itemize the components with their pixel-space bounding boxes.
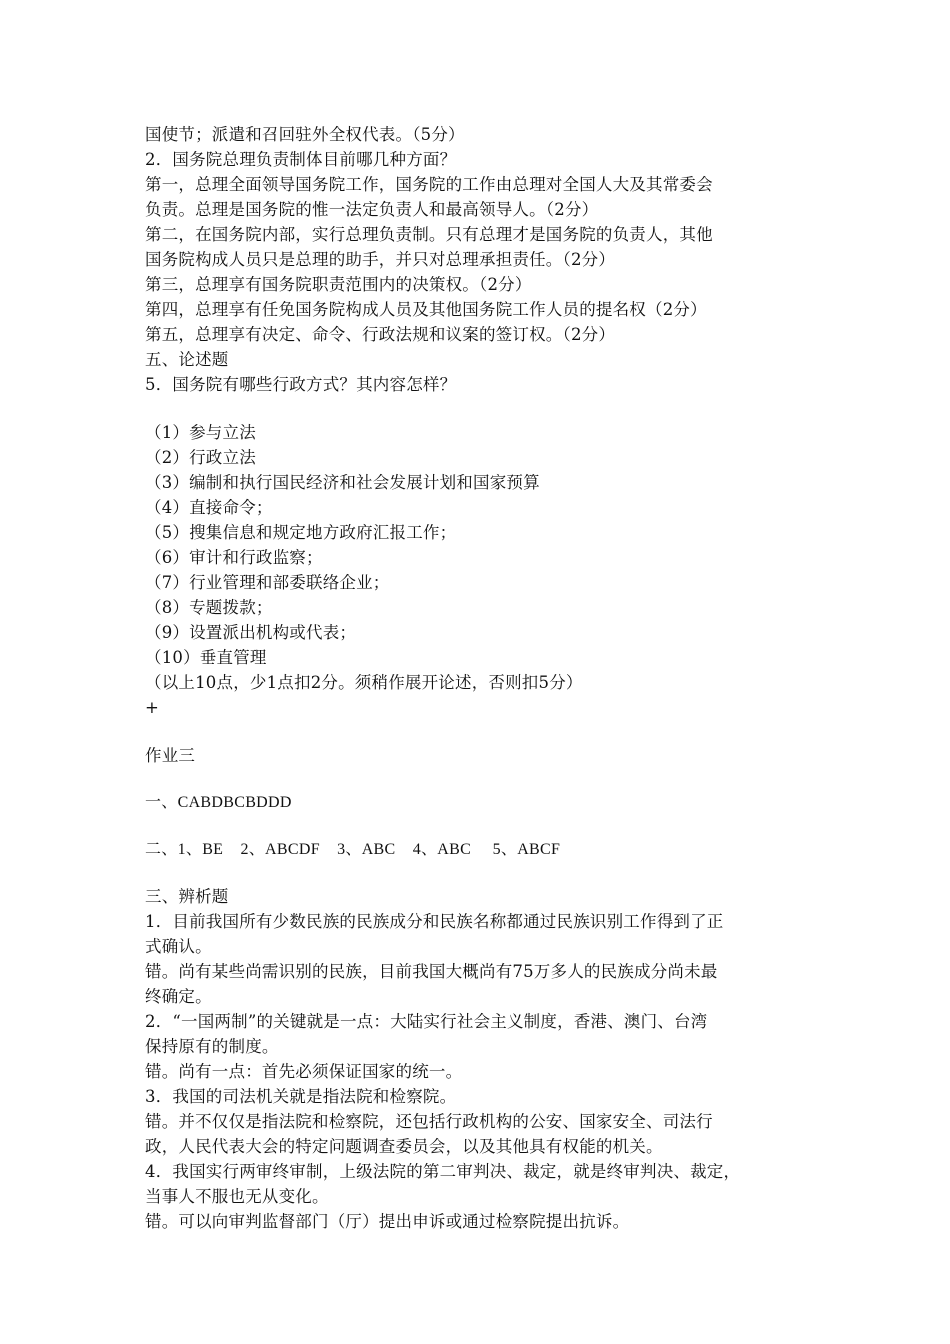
question-heading: 2．国务院总理负责制体目前哪几种方面？	[145, 150, 457, 169]
list-item: （3）编制和执行国民经济和社会发展计划和国家预算	[145, 473, 540, 492]
scoring-note: （以上10点，少1点扣2分。须稍作展开论述，否则扣5分）	[145, 673, 583, 692]
answer-line: 政，人民代表大会的特定问题调查委员会，以及其他具有权能的机关。	[145, 1137, 663, 1156]
list-item: （8）专题拨款；	[145, 598, 273, 617]
answer-section-1: 一、CABDBCBDDD	[145, 794, 292, 811]
answer-line: 错。可以向审判监督部门（厅）提出申诉或通过检察院提出抗诉。	[145, 1212, 630, 1231]
list-item: （4）直接命令；	[145, 498, 273, 517]
text-line: 国务院构成人员只是总理的助手，并只对总理承担责任。（2分）	[145, 250, 616, 269]
question-line: 2．“一国两制”的关键就是一点：大陆实行社会主义制度，香港、澳门、台湾	[145, 1012, 708, 1031]
blank-line	[145, 397, 825, 420]
text-line: 国使节；派遣和召回驻外全权代表。（5分）	[145, 125, 465, 144]
question-line: 1．目前我国所有少数民族的民族成分和民族名称都通过民族识别工作得到了正	[145, 912, 724, 931]
text-line: 第一，总理全面领导国务院工作，国务院的工作由总理对全国人大及其常委会	[145, 175, 713, 194]
question-heading: 5．国务院有哪些行政方式？其内容怎样？	[145, 375, 457, 394]
section-heading: 三、辨析题	[145, 887, 229, 906]
blank-line	[145, 720, 825, 743]
text-line: 第五，总理享有决定、命令、行政法规和议案的签订权。（2分）	[145, 325, 616, 344]
text-line: 第二，在国务院内部，实行总理负责制。只有总理才是国务院的负责人，其他	[145, 225, 713, 244]
list-item: （7）行业管理和部委联络企业；	[145, 573, 390, 592]
list-item: （9）设置派出机构或代表；	[145, 623, 357, 642]
question-line: 4．我国实行两审终审制，上级法院的第二审判决、裁定，就是终审判决、裁定，	[145, 1162, 741, 1181]
question-line: 式确认。	[145, 937, 212, 956]
list-item: （10）垂直管理	[145, 648, 267, 667]
question-line: 3．我国的司法机关就是指法院和检察院。	[145, 1087, 457, 1106]
list-item: （6）审计和行政监察；	[145, 548, 323, 567]
answer-line: 错。尚有某些尚需识别的民族，目前我国大概尚有75万多人的民族成分尚未最	[145, 962, 718, 981]
blank-line	[145, 862, 825, 884]
blank-line	[145, 768, 825, 790]
section-heading: 五、论述题	[145, 350, 229, 369]
list-item: （2）行政立法	[145, 448, 256, 467]
answer-line: 错。尚有一点：首先必须保证国家的统一。	[145, 1062, 463, 1081]
plus-mark: +	[145, 698, 160, 717]
text-line: 负责。总理是国务院的惟一法定负责人和最高领导人。（2分）	[145, 200, 599, 219]
answer-line: 终确定。	[145, 987, 212, 1006]
text-line: 第四，总理享有任免国务院构成人员及其他国务院工作人员的提名权（2分）	[145, 300, 707, 319]
homework-title: 作业三	[145, 746, 196, 765]
question-line: 当事人不服也无从变化。	[145, 1187, 329, 1206]
question-line: 保持原有的制度。	[145, 1037, 279, 1056]
list-item: （1）参与立法	[145, 423, 256, 442]
blank-line	[145, 815, 825, 837]
document-body	[145, 122, 825, 1234]
text-line: 第三，总理享有国务院职责范围内的决策权。（2分）	[145, 275, 532, 294]
list-item: （5）搜集信息和规定地方政府汇报工作；	[145, 523, 457, 542]
answer-section-2: 二、1、BE 2、ABCDF 3、ABC 4、ABC 5、ABCF	[145, 841, 561, 858]
answer-line: 错。并不仅仅是指法院和检察院，还包括行政机构的公安、国家安全、司法行	[145, 1112, 713, 1131]
